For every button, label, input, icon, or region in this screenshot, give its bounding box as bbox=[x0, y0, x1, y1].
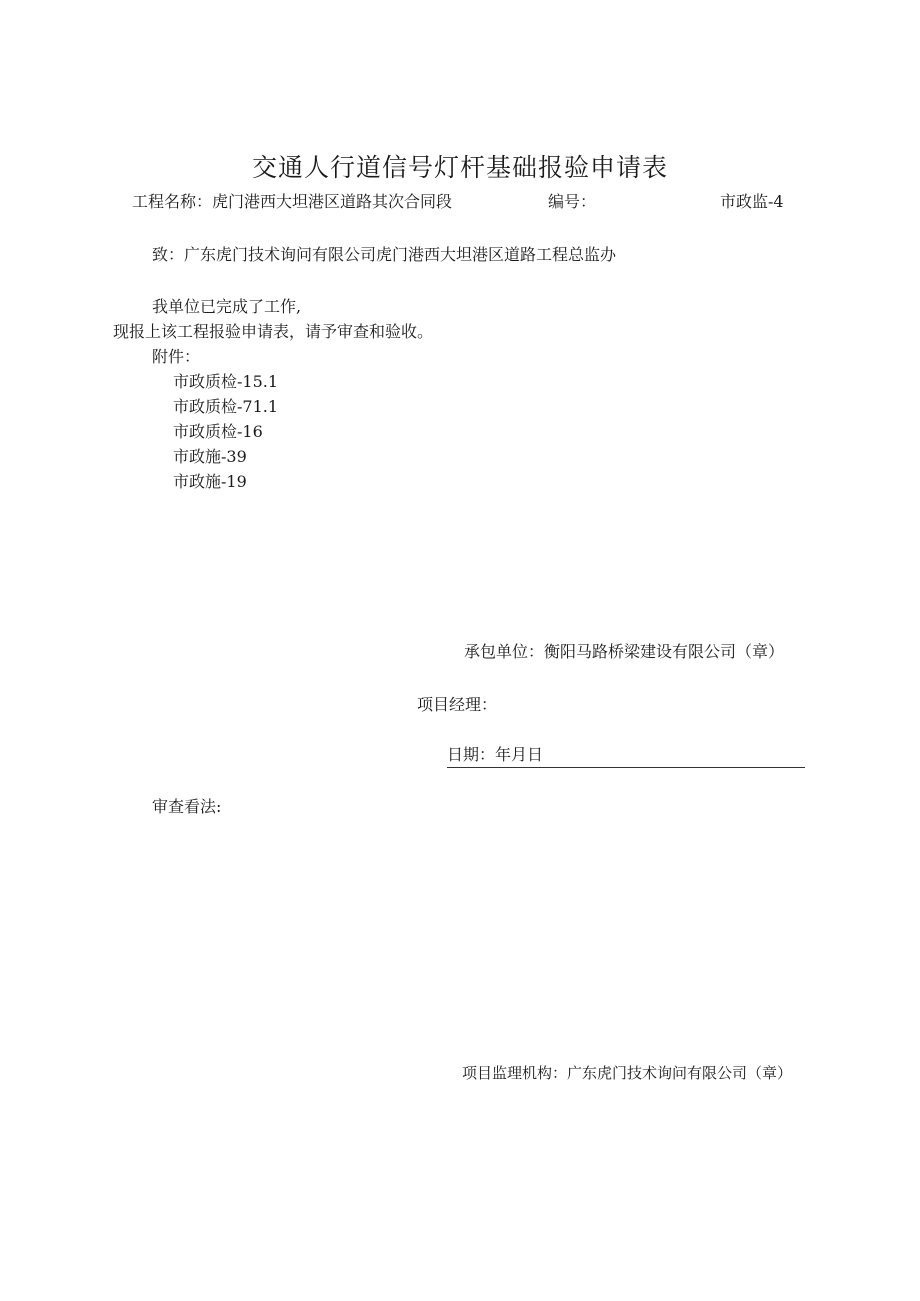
contractor-name: 衡阳马路桥梁建设有限公司（章） bbox=[544, 642, 785, 661]
recipient-prefix: 致： bbox=[152, 245, 185, 264]
attachment-item: 市政施-19 bbox=[173, 472, 247, 491]
contractor-line bbox=[464, 642, 784, 662]
recipient-name: 广东虎门技术询问有限公司虎门港西大坦港区道路工程总监办 bbox=[184, 245, 617, 264]
attachment-item: 市政质检-71.1 bbox=[173, 397, 279, 416]
recipient-line bbox=[152, 245, 616, 265]
body-line-2: 现报上该工程报验申请表，请予审查和验收。 bbox=[113, 322, 434, 341]
attachment-item: 市政质检-16 bbox=[173, 422, 263, 441]
project-name-label: 工程名称： bbox=[132, 192, 213, 211]
date-label: 日期： bbox=[447, 745, 496, 764]
supervisor-line bbox=[462, 1063, 792, 1083]
attachment-item: 市政施-39 bbox=[173, 447, 247, 466]
contractor-label: 承包单位： bbox=[464, 642, 545, 661]
date-line bbox=[447, 745, 805, 768]
review-label: 审查看法: bbox=[152, 797, 222, 816]
attachments-label: 附件： bbox=[152, 347, 201, 366]
number-value: 市政监-4 bbox=[720, 192, 784, 211]
date-value: 年月日 bbox=[495, 745, 544, 764]
project-name-value: 虎门港西大坦港区道路其次合同段 bbox=[212, 192, 453, 211]
body-line-1: 我单位已完成了工作, bbox=[152, 297, 302, 316]
project-name-row bbox=[132, 192, 452, 212]
number-label: 编号： bbox=[548, 192, 597, 211]
attachment-item: 市政质检-15.1 bbox=[173, 372, 279, 391]
supervisor-name: 广东虎门技术询问有限公司（章） bbox=[567, 1064, 793, 1082]
document-title: 交通人行道信号灯杆基础报验申请表 bbox=[251, 153, 668, 182]
supervisor-label: 项目监理机构： bbox=[462, 1064, 568, 1082]
project-manager-label: 项目经理： bbox=[417, 695, 498, 714]
